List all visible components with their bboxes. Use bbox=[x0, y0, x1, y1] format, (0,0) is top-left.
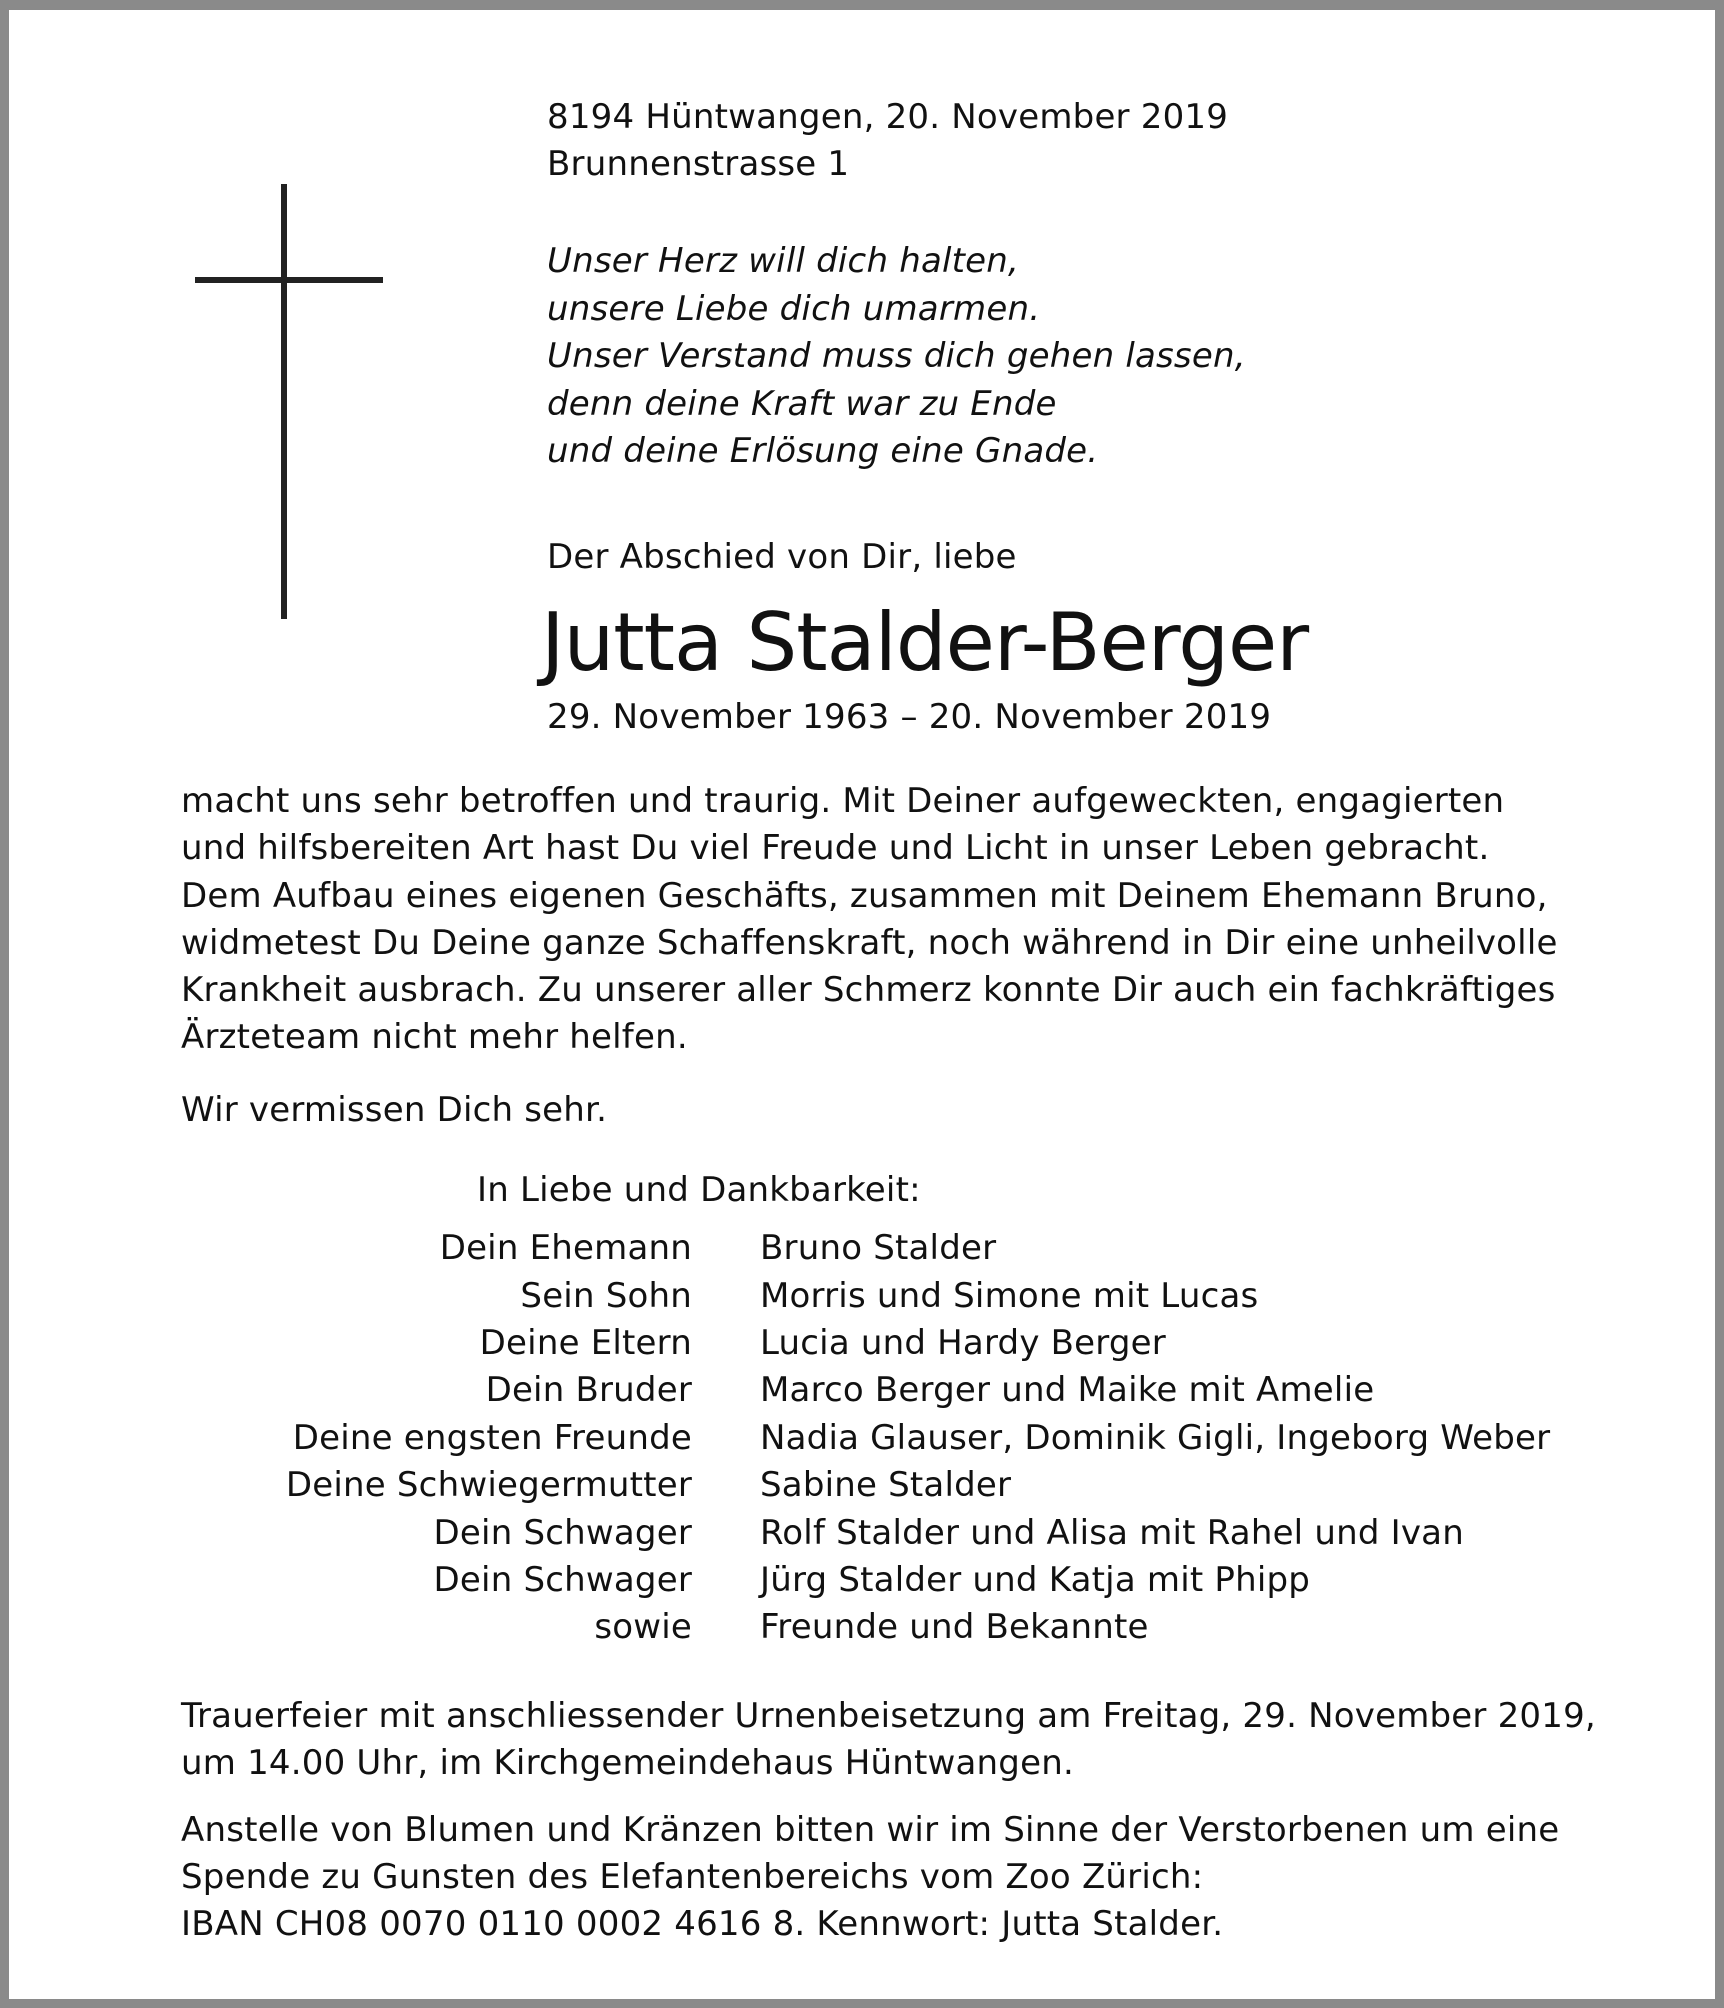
service-line: Trauerfeier mit anschliessender Urnenbeisetzung am Freitag, 29. November 2019, bbox=[181, 1696, 1596, 1736]
mourner-names: Morris und Simone mit Lucas bbox=[760, 1276, 1259, 1316]
mourner-relation: Dein Schwager bbox=[433, 1560, 692, 1600]
mourner-names: Bruno Stalder bbox=[760, 1228, 997, 1268]
mourner-relation: Sein Sohn bbox=[520, 1276, 692, 1316]
body-line: Krankheit ausbrach. Zu unserer aller Schmerz konnte Dir auch ein fachkräftiges bbox=[181, 970, 1556, 1010]
life-dates: 29. November 1963 – 20. November 2019 bbox=[547, 697, 1272, 737]
mourner-relation: Dein Schwager bbox=[433, 1513, 692, 1553]
donation-line: IBAN CH08 0070 0110 0002 4616 8. Kennwort: Jutta Stalder. bbox=[181, 1904, 1224, 1944]
mourner-names: Lucia und Hardy Berger bbox=[760, 1323, 1166, 1363]
street-address: Brunnenstrasse 1 bbox=[547, 144, 850, 184]
mourner-names: Marco Berger und Maike mit Amelie bbox=[760, 1370, 1375, 1410]
mourner-names: Nadia Glauser, Dominik Gigli, Ingeborg Weber bbox=[760, 1418, 1551, 1458]
miss-line: Wir vermissen Dich sehr. bbox=[181, 1090, 608, 1130]
cross-icon-bar bbox=[195, 277, 383, 283]
poem-line: Unser Verstand muss dich gehen lassen, bbox=[547, 336, 1246, 376]
intro-line: Der Abschied von Dir, liebe bbox=[547, 537, 1017, 577]
mourner-names: Jürg Stalder und Katja mit Phipp bbox=[760, 1560, 1311, 1600]
mourner-relation: Deine engsten Freunde bbox=[292, 1418, 692, 1458]
donation-line: Spende zu Gunsten des Elefantenbereichs vom Zoo Zürich: bbox=[181, 1857, 1204, 1897]
deceased-name: Jutta Stalder-Berger bbox=[541, 596, 1309, 689]
body-line: Dem Aufbau eines eigenen Geschäfts, zusammen mit Deinem Ehemann Bruno, bbox=[181, 876, 1548, 916]
mourner-relation: sowie bbox=[594, 1607, 692, 1647]
body-line: und hilfsbereiten Art hast Du viel Freude und Licht in unser Leben gebracht. bbox=[181, 828, 1490, 868]
body-line: macht uns sehr betroffen und traurig. Mit Deiner aufgeweckten, engagierten bbox=[181, 781, 1505, 821]
mourner-relation: Dein Ehemann bbox=[439, 1228, 692, 1268]
gratitude-line: In Liebe und Dankbarkeit: bbox=[477, 1170, 921, 1210]
body-line: Ärzteteam nicht mehr helfen. bbox=[181, 1017, 688, 1057]
poem-line: unsere Liebe dich umarmen. bbox=[547, 289, 1041, 329]
mourner-relation: Deine Eltern bbox=[479, 1323, 692, 1363]
donation-line: Anstelle von Blumen und Kränzen bitten wir im Sinne der Verstorbenen um eine bbox=[181, 1810, 1560, 1850]
body-line: widmetest Du Deine ganze Schaffenskraft, noch während in Dir eine unheilvolle bbox=[181, 923, 1558, 963]
poem-line: Unser Herz will dich halten, bbox=[547, 241, 1020, 281]
cross-icon bbox=[281, 184, 287, 619]
mourner-relation: Dein Bruder bbox=[485, 1370, 692, 1410]
mourner-relation: Deine Schwiegermutter bbox=[285, 1465, 692, 1505]
mourner-names: Freunde und Bekannte bbox=[760, 1607, 1149, 1647]
mourner-names: Rolf Stalder und Alisa mit Rahel und Ivan bbox=[760, 1513, 1464, 1553]
poem-line: denn deine Kraft war zu Ende bbox=[547, 384, 1057, 424]
poem-line: und deine Erlösung eine Gnade. bbox=[547, 431, 1099, 471]
service-line: um 14.00 Uhr, im Kirchgemeindehaus Hüntwangen. bbox=[181, 1743, 1074, 1783]
place-date: 8194 Hüntwangen, 20. November 2019 bbox=[547, 97, 1229, 137]
mourner-names: Sabine Stalder bbox=[760, 1465, 1012, 1505]
